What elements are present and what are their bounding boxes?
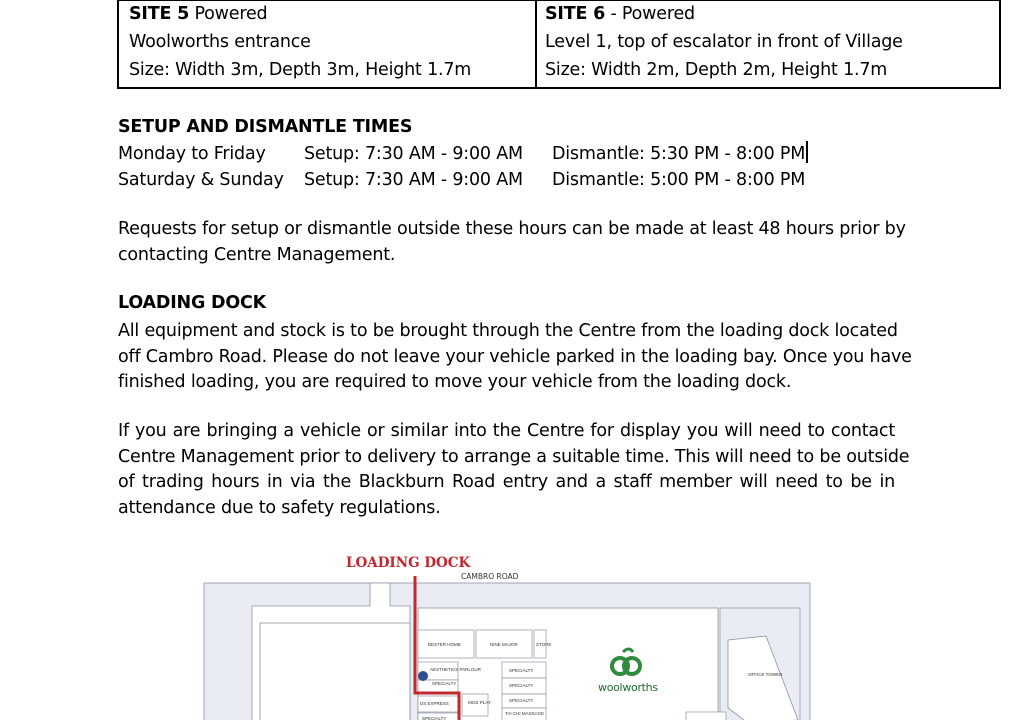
site-6-location: Level 1, top of escalator in front of Village bbox=[545, 32, 903, 52]
paragraph-line: All equipment and stock is to be brought through the Centre from the loading dock located bbox=[118, 321, 898, 341]
times-days: Saturday & Sunday bbox=[118, 170, 284, 190]
site-6-cell bbox=[545, 0, 903, 84]
label-kids-play: KIDS PLAY bbox=[468, 700, 491, 705]
times-setup: Setup: 7:30 AM - 9:00 AM bbox=[304, 170, 523, 190]
loading-dock-heading: LOADING DOCK bbox=[118, 293, 267, 313]
paragraph-line: contacting Centre Management. bbox=[118, 244, 396, 265]
label-office-tower: OFFICE TOWER bbox=[748, 672, 783, 677]
woolworths-label: woolworths bbox=[598, 681, 658, 694]
site-5-power: Powered bbox=[189, 4, 268, 24]
paragraph-line: finished loading, you are required to move your vehicle from the loading dock. bbox=[118, 372, 792, 392]
paragraph-line: Centre Management prior to delivery to arrange a suitable time. This will need to be outside bbox=[118, 446, 910, 467]
label-bester-home: BESTER HOME bbox=[428, 642, 461, 647]
loading-dock-map-label: LOADING DOCK bbox=[346, 555, 471, 571]
table-column-divider bbox=[535, 0, 537, 87]
times-setup: Setup: 7:30 AM - 9:00 AM bbox=[304, 144, 523, 164]
label-specialty: SPECIALTY bbox=[432, 681, 457, 686]
vehicle-display-paragraph bbox=[118, 419, 910, 521]
centre-map bbox=[200, 548, 820, 720]
site-6-size: Size: Width 2m, Depth 2m, Height 1.7m bbox=[545, 60, 888, 80]
label-aesthetics: AESTHETICS PARLOUR bbox=[430, 667, 481, 672]
requests-paragraph bbox=[118, 217, 906, 268]
paragraph-line: Requests for setup or dismantle outside these hours can be made at least 48 hours prior by bbox=[118, 219, 906, 239]
text-cursor bbox=[806, 141, 808, 163]
label-nine-major: NINE MAJOR bbox=[490, 642, 518, 647]
label-store: STORE bbox=[536, 642, 552, 647]
site-6-power: - Powered bbox=[605, 4, 695, 24]
times-days: Monday to Friday bbox=[118, 144, 266, 164]
paragraph-line: If you are bringing a vehicle or similar into the Centre for display you will need to contact bbox=[118, 421, 895, 441]
times-heading: SETUP AND DISMANTLE TIMES bbox=[118, 117, 413, 137]
label-ds-express: DS EXPRESS bbox=[420, 701, 449, 706]
paragraph-line: off Cambro Road. Please do not leave your vehicle parked in the loading bay. Once you have bbox=[118, 346, 912, 367]
site-6-name: SITE 6 bbox=[545, 4, 606, 24]
site-5-size: Size: Width 3m, Depth 3m, Height 1.7m bbox=[129, 60, 472, 80]
right-shop bbox=[686, 712, 726, 720]
paragraph-line: of trading hours in via the Blackburn Road entry and a staff member will need to be in bbox=[118, 472, 895, 492]
times-dismantle: Dismantle: 5:30 PM - 8:00 PM bbox=[552, 144, 806, 164]
shop-kids-play bbox=[462, 694, 488, 716]
site-5-location: Woolworths entrance bbox=[129, 32, 311, 52]
major-store bbox=[260, 623, 410, 720]
site-table bbox=[117, 0, 1001, 89]
loading-dock-paragraph bbox=[118, 319, 912, 396]
label-tai-chi: TAI CHI MASSAGE bbox=[505, 711, 545, 716]
paragraph-line: attendance due to safety regulations. bbox=[118, 497, 441, 518]
site-5-cell bbox=[129, 0, 471, 84]
cambro-road-label: CAMBRO ROAD bbox=[461, 572, 519, 581]
aesthetics-icon bbox=[418, 671, 428, 681]
label-specialty: SPECIALTY bbox=[422, 716, 447, 720]
label-specialty: SPECIALTY bbox=[509, 668, 534, 673]
site-5-name: SITE 5 bbox=[129, 4, 190, 24]
label-specialty: SPECIALTY bbox=[509, 683, 534, 688]
times-dismantle: Dismantle: 5:00 PM - 8:00 PM bbox=[552, 170, 806, 190]
label-specialty: SPECIALTY bbox=[509, 698, 534, 703]
